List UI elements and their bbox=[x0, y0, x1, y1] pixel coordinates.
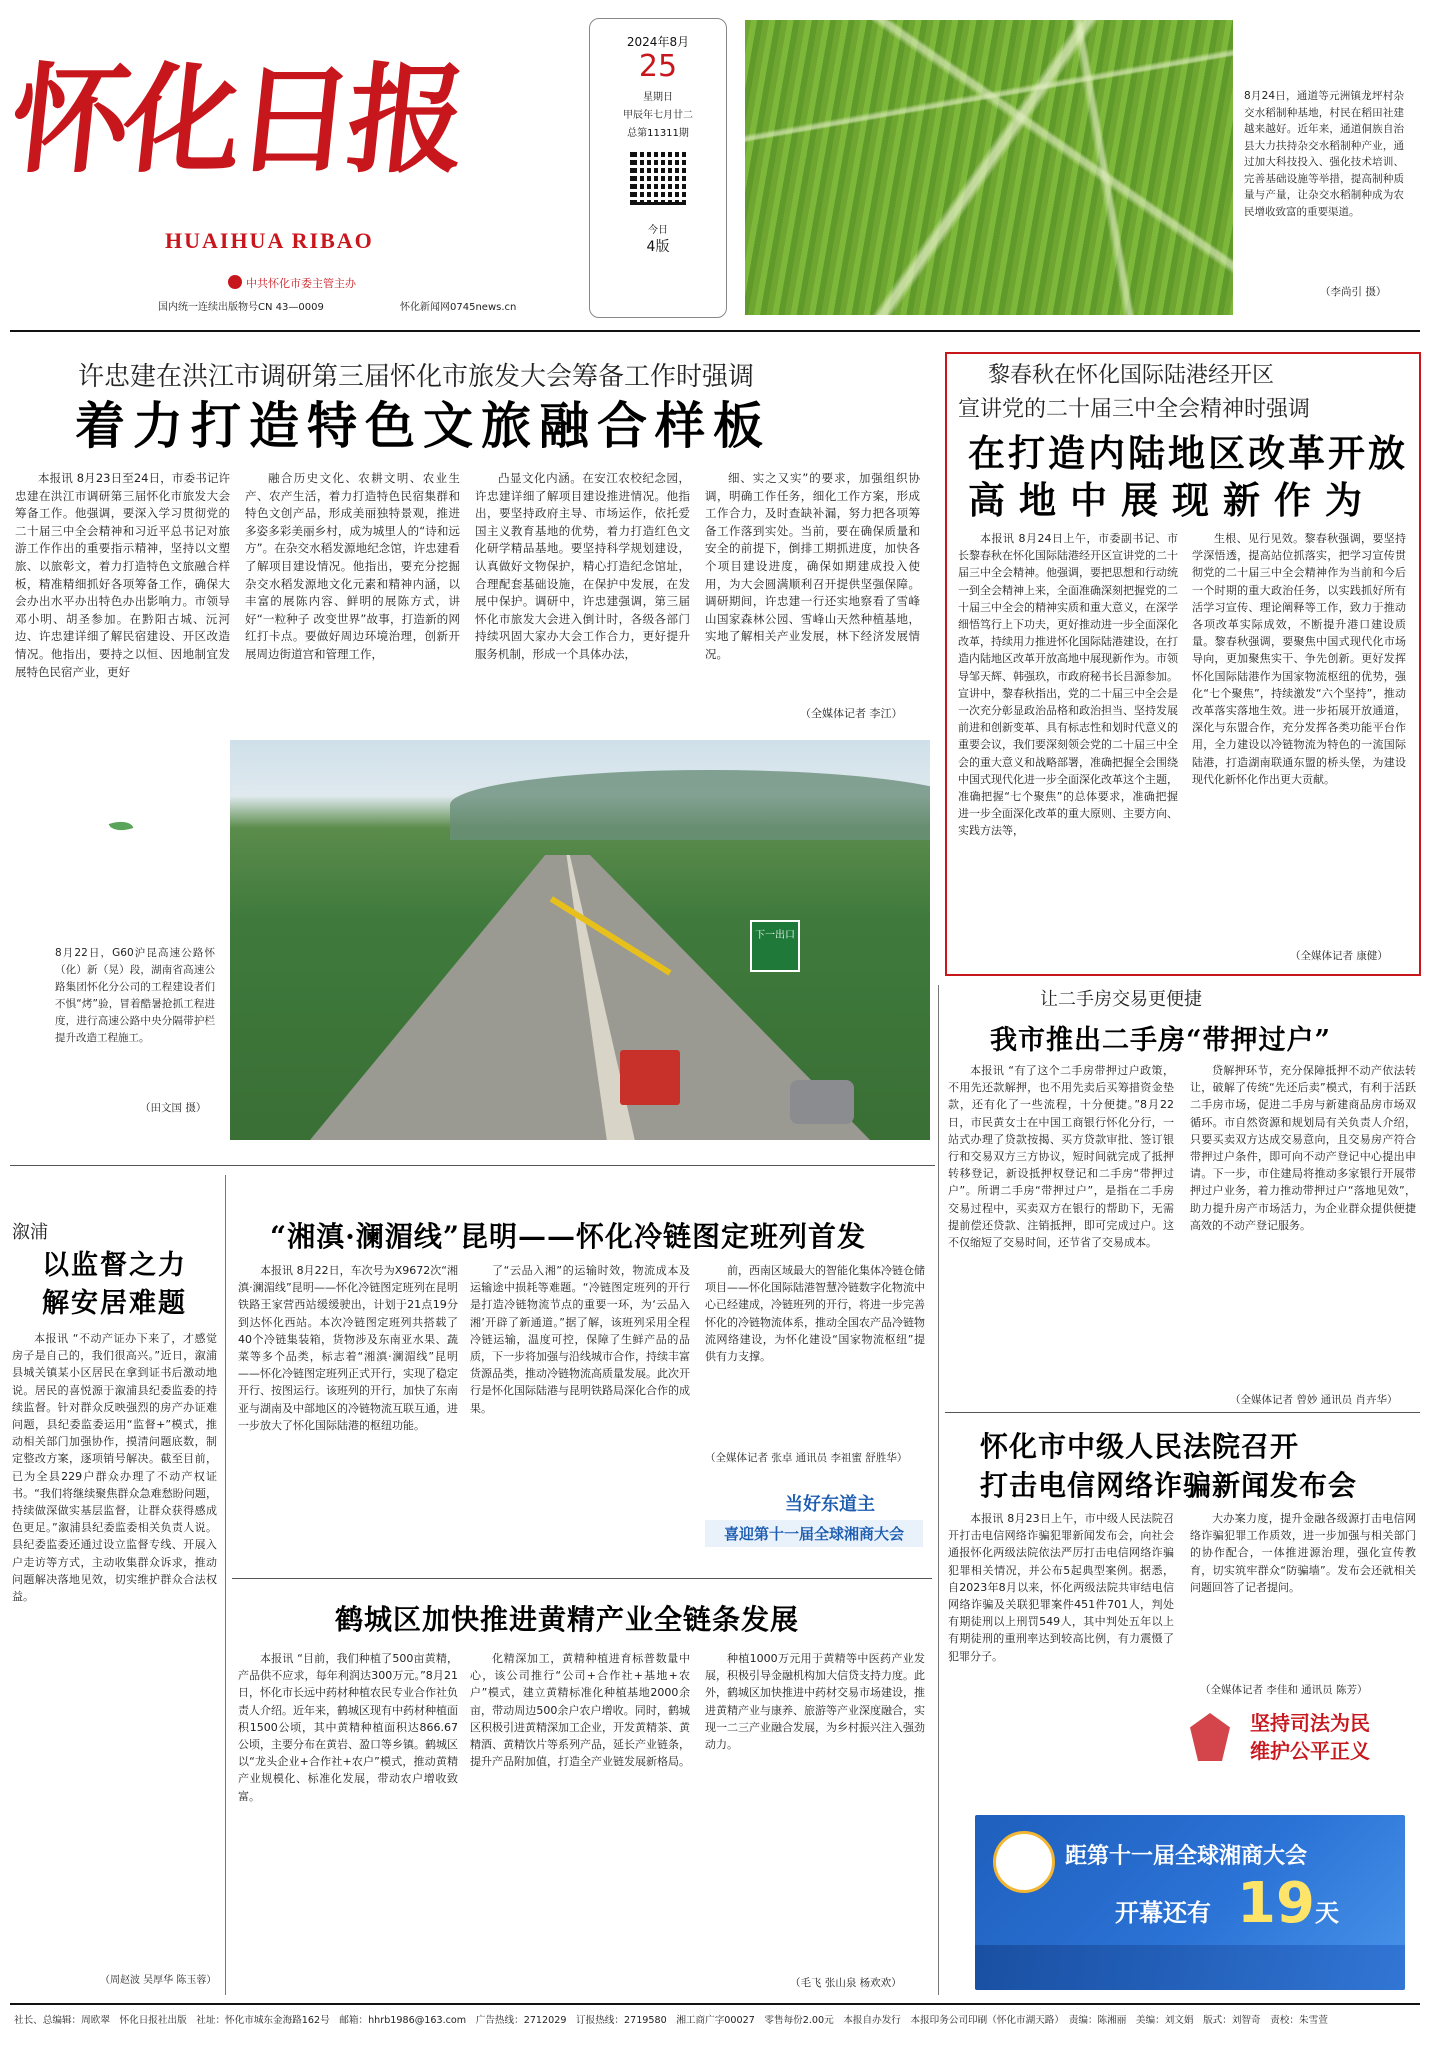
host-logo-line-1: 当好东道主 bbox=[785, 1494, 875, 1515]
art6-column-3: 种植1000万元用于黄精等中医药产业发展，积极引导金融机构加大信贷支持力度。此外，鹤城区加快推进中药材交易市场建设，推进黄精产业与康养、旅游等产业深度融合，实现一二三产业融合发展，为乡村振兴注入强劲动力。 bbox=[705, 1652, 925, 1752]
countdown-unit: 天 bbox=[1315, 1899, 1339, 1927]
art3-column-2: 贷解押环节，充分保障抵押不动产依法转让，破解了传统“先还后卖”模式，有利于活跃二手房市场，促进二手房与新建商品房市场双循环。市自然资源和规划局有关负责人介绍，只要买卖双方达成交易意向，且交易房产符合带押过户条件，即可向不动产登记中心提出申请。下一步，市住建局将推动多家银行开展带押过户业务，着力推动带押过户“落地见效”，助力提升房产市场活力，为企业群众提供便捷高效的不动产登记服务。 bbox=[1190, 1064, 1416, 1232]
art6-credit: （毛飞 张山泉 杨欢欢） bbox=[790, 1977, 902, 1989]
masthead bbox=[0, 0, 580, 320]
art4-credit: （周赵波 吴厚华 陈玉蓉） bbox=[100, 1975, 217, 1986]
footer-info: 社长、总编辑：周欧翠 怀化日报社出版 社址：怀化市城东金海路162号 邮箱：hhrb1986@163.com 广告热线：2712029 订报热线：2719580 湘工商广字00027 零售每份2.00元 本报自办发行 本报印务公司印刷（怀化市湖天路） 责编：陈湘丽 美编：刘文娟 版式：刘智奇 责校：朱雪萱 bbox=[14, 2015, 1328, 2026]
countdown-banner[interactable] bbox=[975, 1815, 1405, 1990]
issue-serial: 总第11311期 bbox=[627, 128, 689, 139]
countdown-days: 19 bbox=[1237, 1871, 1315, 1936]
road-sign-text: 下一出口 bbox=[755, 930, 795, 941]
pages-label: 今日 bbox=[648, 225, 668, 236]
leaf-decoration-icon bbox=[109, 817, 134, 836]
pages-count: 4版 bbox=[646, 239, 670, 255]
date-year-month: 2024年8月 bbox=[626, 35, 690, 49]
divider-right-col bbox=[938, 985, 939, 1995]
art3-headline: 我市推出二手房“带押过户” bbox=[990, 1025, 1332, 1056]
art5-column-2: 了“云品入湘”的运输时效，物流成本及运输途中损耗等难题。“冷链图定班列的开行是打造冷链物流节点的重要一环，为‘云品入湘’开辟了新通道。”据了解，该班列采用全程冷链运输，温度可控，保障了生鲜产品的品质，下一步将加强与沿线城市合作，持续丰富货源品类，推动冷链物流高质量发展。此次开行是怀化国际陆港与昆明铁路局深化合作的成果。 bbox=[470, 1264, 690, 1415]
slogan-line-1: 坚持司法为民 bbox=[1250, 1711, 1370, 1735]
art1-column-1: 本报讯 8月23日至24日，市委书记许忠建在洪江市调研第三届怀化市旅发大会筹备工作。他强调，要深入学习贯彻党的二十届三中全会精神和习近平总书记对旅游工作作出的重要指示精神，坚持以文塑旅、以旅彰文，着力打造特色文旅融合样板，精准精细抓好各项筹备工作，确保大会办出水平办出特色办出影响力。市领导邓小明、胡圣参加。在黔阳古城、沅河边、许忠建详细了解民宿建设、开区改造情况。他指出，要持之以恒、因地制宜发展特色民宿产业，更好 bbox=[15, 471, 230, 679]
qr-code[interactable] bbox=[630, 149, 686, 205]
footer-divider bbox=[10, 2003, 1420, 2005]
masthead-website: 怀化新闻网0745news.cn bbox=[400, 302, 517, 313]
masthead-issn: 国内统一连续出版物号CN 43—0009 bbox=[158, 302, 324, 313]
art2-headline-1: 在打造内陆地区改革开放 bbox=[968, 431, 1408, 475]
host-logo bbox=[705, 1490, 925, 1560]
art1-headline: 着力打造特色文旅融合样板 bbox=[75, 396, 771, 455]
art6-column-1: 本报讯 “目前，我们种植了500亩黄精，产品供不应求，每年利润达300万元。”8月21日，怀化市长远中药材种植农民专业合作社负责人介绍。近年来，鹤城区现有中药材种植面积1500公顷，其中黄精种植面积达866.67公顷，主要分布在黄岩、盈口等乡镇。鹤城区以“龙头企业+合作社+农户”模式，推动黄精产业规模化、标准化发展，带动农户增收致富。 bbox=[238, 1652, 458, 1803]
art5-column-3: 前，西南区域最大的智能化集体冷链仓储项目——怀化国际陆港智慧冷链数字化物流中心已经建成，冷链班列的开行，将进一步完善怀化的冷链物流体系，推动全国农产品冷链物流网络建设，为怀化建设“国家物流枢纽”提供有力支撑。 bbox=[705, 1264, 925, 1364]
art5-credit: （全媒体记者 张卓 通讯员 李祖蜜 舒胜华） bbox=[705, 1452, 908, 1464]
art2-column-1: 本报讯 8月24日上午，市委副书记、市长黎春秋在怀化国际陆港经开区宣讲党的二十届三中全会精神。他强调，要把思想和行动统一到全会精神上来，全面准确深刻把握党的二十届三中全会的精神实质和重大意义，在深学细悟笃行上下功夫，更好推动进一步全面深化改革，持续用力推进怀化国际陆港建设，在打造内陆地区改革开放高地中展现新作为。市领导邹天辉、韩强玖，市政府秘书长吕源参加。宣讲中，黎春秋指出，党的二十届三中全会是一次充分彰显政治品格和政治担当、坚持发展前进和创新变革、具有标志性和划时代意义的重要会议，我们要深刻领会党的二十届三中全会的重大意义和战略部署，准确把握全会围绕中国式现代化进一步全面深化改革这个主题，准确把握“七个聚焦”的总体要求，准确把握进一步全面深化改革的重大原则、主要方向、实践方法等， bbox=[958, 532, 1178, 838]
divider-art5-art6 bbox=[232, 1578, 932, 1579]
countdown-line-1: 距第十一届全球湘商大会 bbox=[1065, 1844, 1308, 1869]
art4-headline-2: 解安居难题 bbox=[42, 1288, 187, 1319]
justice-emblem-icon bbox=[1190, 1713, 1230, 1761]
art2-column-2: 生根、见行见效。黎春秋强调，要坚持学深悟透，提高站位抓落实，把学习宣传贯彻党的二十届三中全会精神作为当前和今后一个时期的重大政治任务，以实践抓好所有活学习宣传、理论阐释等工作，致力于推动各项改革实际成效，不断提升港口建设质量。黎春秋强调，要聚焦中国式现代化市场导向，更加聚焦实干、争先创新。更好发挥怀化国际陆港作为国家物流枢纽的优势，强化“七个聚焦”，持续激发“六个坚持”，推动改革落实落地生效。进一步拓展开放通道，深化与东盟合作，充分发挥各类功能平台作用，全力建设以冷链物流为特色的一流国际陆港，打造湖南联通东盟的桥头堡，为建设现代化新怀化作出更大贡献。 bbox=[1192, 532, 1406, 786]
date-lunar: 甲辰年七月廿二 bbox=[623, 110, 693, 121]
art3-kicker: 让二手房交易更便捷 bbox=[1040, 989, 1202, 1010]
art1-column-3: 凸显文化内涵。在安江农校纪念园，许忠建详细了解项目建设推进情况。他指出，要坚持政府主导、市场运作，依托爱国主义教育基地的优势，着力打造红色文化研学精品基地。要坚持科学规划建设，认真做好文物保护，精心打造纪念馆址，合理配套基础设施，在保护中发展，在发展中保护。调研中，许忠建强调，第三届怀化市旅发大会进入倒计时，各级各部门持续巩固大家办大会工作合力，更好提升服务机制，形成一个具体办法， bbox=[475, 471, 690, 661]
divider-mid bbox=[10, 1165, 935, 1166]
art2-kicker-1: 黎春秋在怀化国际陆港经开区 bbox=[988, 363, 1275, 388]
art2-credit: （全媒体记者 康健） bbox=[1290, 950, 1388, 962]
justice-slogan bbox=[1190, 1705, 1416, 1765]
date-weekday: 星期日 bbox=[643, 92, 673, 103]
masthead-english: HUAIHUA RIBAO bbox=[165, 228, 374, 253]
art7-column-1: 本报讯 8月23日上午，市中级人民法院召开打击电信网络诈骗犯罪新闻发布会，向社会通报怀化两级法院依法严厉打击电信网络诈骗犯罪相关情况，并公布5起典型案例。据悉，自2023年8月以来，怀化两级法院共审结电信网络诈骗及关联犯罪案件451件701人，判处有期徒刑以上刑罚549人，其中判处五年以上有期徒刑的重刑率达到较高比例，有力震慑了犯罪分子。 bbox=[948, 1512, 1174, 1663]
rice-field-photo[interactable] bbox=[745, 20, 1233, 315]
art4-kicker: 溆浦 bbox=[12, 1222, 48, 1243]
countdown-logo-icon bbox=[993, 1831, 1055, 1893]
countdown-prefix: 开幕还有 bbox=[1115, 1899, 1211, 1927]
date-day: 25 bbox=[638, 49, 678, 84]
car bbox=[790, 1080, 854, 1124]
art7-headline-2: 打击电信网络诈骗新闻发布会 bbox=[980, 1469, 1358, 1502]
party-emblem-icon bbox=[228, 275, 242, 289]
art4-headline-1: 以监督之力 bbox=[42, 1250, 187, 1281]
crane-truck bbox=[620, 1050, 680, 1105]
rice-photo-credit: （李尚引 摄） bbox=[1320, 286, 1387, 298]
art2-kicker-2: 宣讲党的二十届三中全会精神时强调 bbox=[958, 397, 1311, 422]
highway-photo-caption: 8月22日，G60沪昆高速公路怀（化）新（晃）段，湖南省高速公路集团怀化分公司的工程建设者们不惧“烤”验，冒着酷暑抢抓工程进度，进行高速公路中央分隔带护栏提升改造工程施工。 bbox=[55, 947, 215, 1044]
art3-column-1: 本报讯 “有了这个二手房带押过户政策，不用先还款解押，也不用先卖后买筹措资金垫款，还有化了一些流程，十分便捷。”8月22日，市民黄女士在中国工商银行怀化分行，一站式办理了贷款按揭、买方贷款审批、签订银行和交易双方三方协议，短时间就完成了抵押转移登记，新设抵押权登记和二手房“带押过户”。所谓二手房“带押过户”，是指在二手房交易过程中，买卖双方在银行的帮助下，无需提前偿还贷款、注销抵押，即可完成过户。这不仅缩短了交易时间，还节省了交易成本。 bbox=[948, 1064, 1174, 1250]
art3-credit: （全媒体记者 曾妙 通讯员 肖卉华） bbox=[1230, 1394, 1398, 1406]
highway-photo-credit: （田文国 摄） bbox=[140, 1102, 207, 1114]
road-sign bbox=[750, 920, 800, 972]
art1-column-4: 细、实之又实”的要求，加强组织协调，明确工作任务，细化工作方案，形成工作合力，及时查缺补漏，努力把各项筹备工作落到实处。当前，要在确保质量和安全的前提下，倒排工期抓进度，加快各个项目建设进度，确保如期建成投入使用，为大会圆满顺利召开提供坚强保障。调研期间，许忠建一行还实地察看了雪峰山国家森林公园、雪峰山天然种植基地，实地了解相关产业发展，林下经济发展情况。 bbox=[705, 471, 920, 661]
art7-headline-1: 怀化市中级人民法院召开 bbox=[980, 1430, 1300, 1463]
masthead-sponsor: 中共怀化市委主管主办 bbox=[246, 277, 356, 290]
slogan-line-2: 维护公平正义 bbox=[1250, 1739, 1370, 1763]
art5-column-1: 本报讯 8月22日，车次号为X9672次“湘滇·澜湄线”昆明——怀化冷链图定班列在昆明铁路王家营西站缓缓驶出，计划于21点19分到达怀化西站。本次冷链图定班列共搭载了40个冷链集装箱，货物涉及东南亚水果、蔬菜等多个品类，标志着“湘滇·澜湄线”昆明——怀化冷链图定班列正式开行，实现了稳定开行、按图运行。该班列的开行，加快了东南亚与湖南及中部地区的冷链物流互联互通，进一步放大了怀化国际陆港的枢纽功能。 bbox=[238, 1264, 458, 1432]
art1-kicker: 许忠建在洪江市调研第三届怀化市旅发大会筹备工作时强调 bbox=[78, 362, 755, 392]
host-logo-line-2: 喜迎第十一届全球湘商大会 bbox=[705, 1520, 923, 1547]
art5-headline: “湘滇·澜湄线”昆明——怀化冷链图定班列首发 bbox=[270, 1220, 866, 1253]
art1-credit: （全媒体记者 李江） bbox=[800, 707, 903, 720]
date-box bbox=[589, 18, 727, 318]
art6-headline: 鹤城区加快推进黄精产业全链条发展 bbox=[335, 1603, 800, 1636]
masthead-divider bbox=[10, 330, 1420, 332]
highway-construction-photo[interactable] bbox=[230, 740, 930, 1140]
art2-headline-2: 高地中展现新作为 bbox=[968, 478, 1376, 522]
divider-left-col bbox=[225, 1175, 226, 1995]
art7-credit: （全媒体记者 李佳和 通讯员 陈芳） bbox=[1200, 1684, 1368, 1696]
divider-art3-art7 bbox=[945, 1412, 1420, 1413]
masthead-title: 怀化日报 bbox=[4, 50, 468, 189]
art1-column-2: 融合历史文化、农耕文明、农业生产、农产生活，着力打造特色民宿集群和特色文创产品，形成美丽独特景观，推进多姿多彩美丽乡村，成为城里人的“诗和远方”。在杂交水稻发源地纪念馆，许忠建看了解项目建设情况。他指出，要充分挖掘杂交水稻发源地文化元素和精神内涵，以丰富的展陈内容、鲜明的展陈方式，讲好“一粒种子 改变世界”故事，打造新的网红打卡点。要做好周边环境治理，创新开展周边街道宫和管理工作， bbox=[245, 471, 460, 661]
rice-photo-caption: 8月24日，通道等元洲镇龙坪村杂交水稻制种基地，村民在稻田社建越来越好。近年来，通道侗族自治县大力扶持杂交水稻制种产业，通过加大科技投入、强化技术培训、完善基础设施等举措，提高制种质量与产量，让杂交水稻制种成为农民增收致富的重要渠道。 bbox=[1244, 90, 1404, 218]
art7-column-2: 大办案力度，提升金融各级源打击电信网络诈骗犯罪工作质效，进一步加强与相关部门的协作配合，一体推进源治理，强化宣传教育，切实筑牢群众“防骗墙”。发布会还就相关问题回答了记者提问。 bbox=[1190, 1512, 1416, 1594]
art6-column-2: 化精深加工，黄精种植进育标普数量中心，该公司推行“公司+合作社+基地+农户”模式，建立黄精标准化种植基地2000余亩，带动周边500余户农户增收。同时，鹤城区积极引进黄精深加工企业，开发黄精茶、黄精酒、黄精饮片等系列产品，延长产业链条，提升产品附加值，打造全产业链发展新格局。 bbox=[470, 1652, 690, 1769]
art4-body: 本报讯 “不动产证办下来了，才感觉房子是自己的，我们很高兴。”近日，溆浦县城关镇某小区居民在拿到证书后激动地说。居民的喜悦源于溆浦县纪委监委的持续监督。针对群众反映强烈的房产办证难问题，县纪委监委运用“监督+”模式，推动相关部门加强协作，摸清问题底数，制定整改方案，逐项销号解决。截至目前，已为全县229户群众办理了不动产权证书。“我们将继续聚焦群众急难愁盼问题，持续做深做实基层监督，让群众获得感成色更足。”溆浦县纪委监委相关负责人说。县纪委监委还通过设立监督专线、开展入户走访等方式，主动收集群众诉求，推动问题解决落地见效，切实维护群众合法权益。 bbox=[12, 1332, 217, 1604]
